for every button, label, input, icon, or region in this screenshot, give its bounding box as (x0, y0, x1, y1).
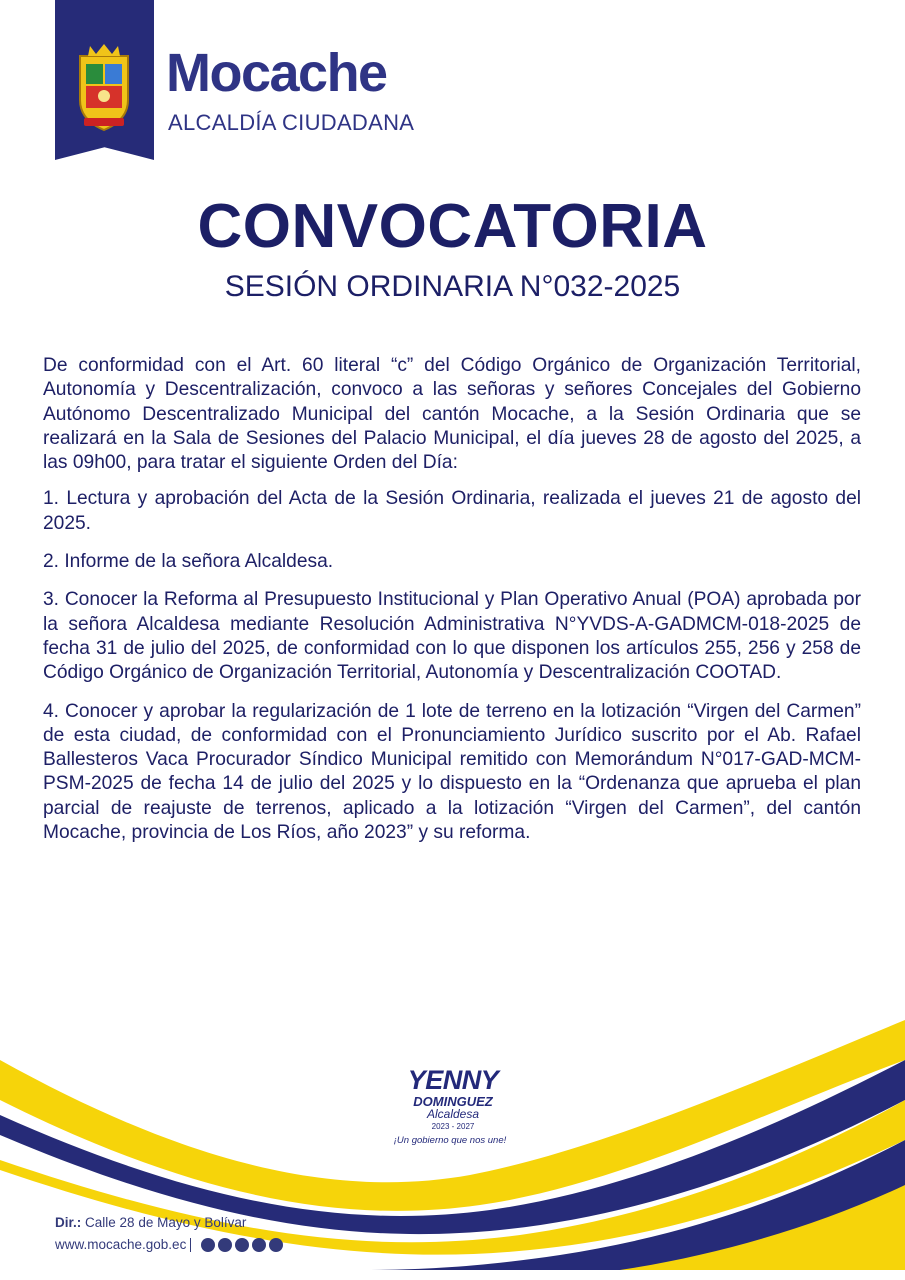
footer-web (55, 1234, 283, 1256)
agenda-item-3: 3. Conocer la Reforma al Presupuesto Institucional y Plan Operativo Anual (POA) aprobada por la señora Alcaldesa mediante Resolución Administrativa N°YVDS-A-GADMCM-018-2025 de fecha 31 de julio del 2025, de conformidad con lo que disponen los artículos 255, 256 y 258 de Código Orgánico de Organización Territorial, Autonomía y Descentralización COOTAD. (43, 589, 861, 684)
document-title: CONVOCATORIA (197, 192, 708, 261)
tiktok-icon[interactable] (252, 1238, 266, 1252)
mayor-name: YENNY (407, 1065, 499, 1095)
document-subtitle: SESIÓN ORDINARIA N°032-2025 (224, 270, 681, 303)
document-body (43, 354, 861, 859)
address-text: Calle 28 de Mayo y Bolívar (85, 1215, 247, 1230)
logo-subtitle: ALCALDÍA CIUDADANA (168, 110, 415, 135)
facebook-icon[interactable] (201, 1238, 215, 1252)
mayor-role: Alcaldesa (426, 1107, 480, 1121)
address-label: Dir.: (55, 1215, 82, 1230)
mayor-slogan: ¡Un gobierno que nos une! (393, 1135, 507, 1146)
separator (190, 1238, 191, 1252)
twitter-icon[interactable] (218, 1238, 232, 1252)
mayor-logo (393, 1067, 513, 1146)
agenda-item-2: 2. Informe de la señora Alcaldesa. (43, 551, 334, 573)
footer (55, 1212, 283, 1256)
instagram-icon[interactable] (235, 1238, 249, 1252)
social-icons (201, 1238, 283, 1252)
mayor-term: 2023 - 2027 (431, 1122, 475, 1131)
agenda-item-1: 1. Lectura y aprobación del Acta de la Sesión Ordinaria, realizada el jueves 21 de agosto del 2025. (43, 488, 861, 534)
mayor-surname: DOMINGUEZ (413, 1094, 493, 1109)
footer-address (55, 1212, 283, 1234)
logo-wordmark: Mocache (166, 43, 387, 103)
website-link[interactable]: www.mocache.gob.ec (55, 1237, 187, 1252)
intro-paragraph: De conformidad con el Art. 60 literal “c” del Código Orgánico de Organización Territorial, Autonomía y Descentralización, convoco a las señoras y señores Concejales del Gobierno Autónomo Descentralizado Municipal del cantón Mocache, a la Sesión Ordinaria que se realizará en la Sala de Sesiones del Palacio Municipal, el día jueves 28 de agosto del 2025, a las 09h00, para tratar el siguiente Orden del Día: (43, 355, 861, 474)
youtube-icon[interactable] (269, 1238, 283, 1252)
coat-of-arms-icon (72, 38, 136, 133)
agenda-item-4: 4. Conocer y aprobar la regularización de 1 lote de terreno en la lotización “Virgen del Carmen” de esta ciudad, de conformidad con el Pronunciamiento Jurídico suscrito por el Ab. Rafael Ballesteros Vaca Procurador Síndico Municipal remitido con Memorándum N°017-GAD-MCM-PSM-2025 de fecha 14 de julio del 2025 y lo dispuesto en la “Ordenanza que aprueba el plan parcial de reajuste de terrenos, aplicado a la lotización “Virgen del Carmen”, del cantón Mocache, provincia de Los Ríos, año 2023” y su reforma. (43, 700, 861, 844)
